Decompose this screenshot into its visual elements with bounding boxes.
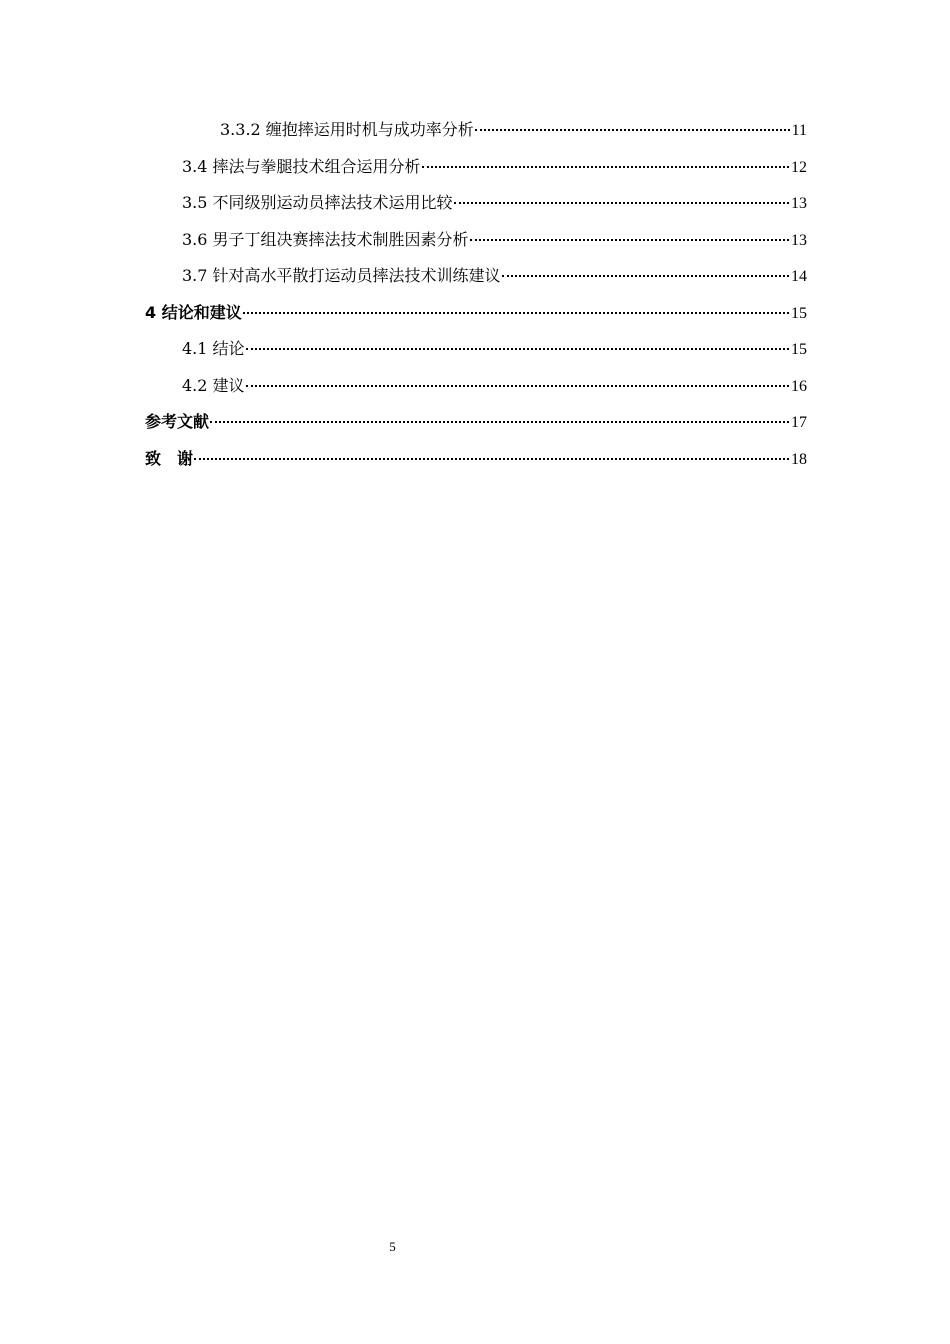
toc-entry-page: 18: [791, 450, 807, 468]
page-number: 5: [389, 1239, 396, 1254]
toc-entry-page: 16: [791, 377, 807, 395]
toc-entry-4-2[interactable]: [145, 368, 807, 405]
toc-entry-3-7[interactable]: [145, 258, 807, 295]
toc-entry-title: 3.7 针对高水平散打运动员摔法技术训练建议: [182, 266, 501, 285]
toc-entry-title: 3.3.2 缠抱摔运用时机与成功率分析: [220, 120, 474, 139]
toc-entry-page: 17: [791, 414, 807, 431]
toc-entry-4-1[interactable]: [145, 331, 807, 368]
toc-entry-3-6[interactable]: [145, 222, 807, 259]
toc-leader-dots: [502, 275, 789, 277]
toc-leader-dots: [475, 129, 790, 131]
toc-leader-dots: [454, 202, 789, 204]
toc-entry-page: 13: [791, 231, 807, 249]
toc-entry-title: 致 谢: [145, 448, 194, 468]
toc-entry-title: 4.1 结论: [182, 339, 245, 358]
toc-entry-page: 12: [791, 158, 807, 176]
toc-entry-4[interactable]: [145, 295, 807, 332]
toc-entry-3-5[interactable]: [145, 185, 807, 222]
toc-entry-3-3-2[interactable]: [145, 112, 807, 149]
toc-entry-page: 15: [791, 341, 807, 358]
toc-entry-references[interactable]: [145, 404, 807, 441]
toc-entry-title: 3.6 男子丁组决赛摔法技术制胜因素分析: [182, 229, 469, 249]
toc-entry-title: 4 结论和建议: [145, 302, 242, 322]
toc-leader-dots: [246, 348, 789, 350]
toc-entry-page: 14: [791, 268, 807, 285]
toc-leader-dots: [210, 421, 789, 423]
toc-entry-page: 15: [791, 304, 807, 322]
toc-leader-dots: [470, 239, 789, 241]
toc-entry-page: 13: [791, 195, 807, 212]
toc-entry-page: 11: [791, 122, 807, 139]
toc-entry-title: 参考文献: [145, 412, 210, 431]
toc-entry-acknowledgements[interactable]: [145, 441, 807, 478]
table-of-contents: [145, 112, 807, 477]
toc-leader-dots: [422, 166, 789, 168]
toc-leader-dots: [246, 385, 789, 387]
toc-entry-3-4[interactable]: [145, 149, 807, 186]
toc-entry-title: 3.4 摔法与拳腿技术组合运用分析: [182, 156, 421, 176]
toc-entry-title: 3.5 不同级别运动员摔法技术运用比较: [182, 193, 453, 212]
toc-leader-dots: [194, 458, 789, 460]
toc-entry-title: 4.2 建议: [182, 375, 245, 395]
toc-leader-dots: [243, 312, 789, 314]
